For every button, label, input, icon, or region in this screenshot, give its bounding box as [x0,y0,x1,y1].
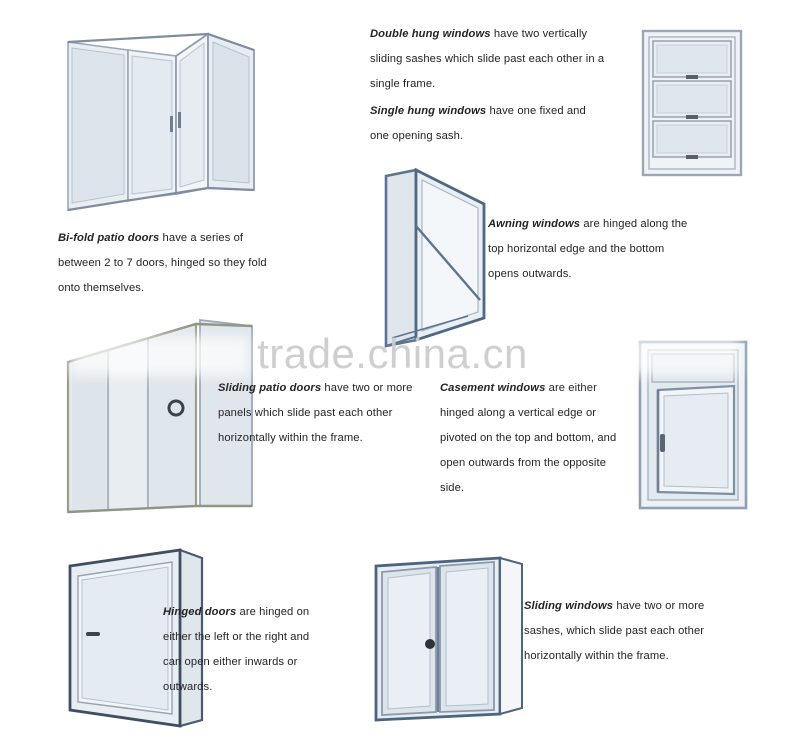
caption-double-hung-lead: Double hung windows [370,28,491,40]
caption-sliding-windows-lead: Sliding windows [524,600,614,612]
caption-awning-lead: Awning windows [488,218,581,230]
caption-hinged-lead: Hinged doors [163,606,237,618]
caption-casement-windows [440,376,620,501]
caption-sliding-patio-doors [218,376,418,451]
casement-window-figure [636,336,754,516]
bifold-patio-door-figure [58,20,268,220]
caption-single-hung [370,99,606,149]
caption-casement-rest: are either hinged along a vertical edge or pivoted on the top and bottom, and open outwards from the opposite side. [440,382,617,494]
caption-single-hung-rest: have one fixed and one opening sash. [370,105,586,142]
caption-bifold-patio-doors [58,226,282,301]
sliding-patio-door-figure [56,310,216,525]
caption-double-hung [370,22,606,97]
caption-sliding-windows-rest: have two or more sashes, which slide past each other horizontally within the frame. [524,600,705,662]
caption-casement-lead: Casement windows [440,382,546,394]
caption-single-hung-lead: Single hung windows [370,105,487,117]
caption-double-hung-rest: have two vertically sliding sashes which slide past each other in a single frame. [370,28,605,90]
caption-sliding-patio-rest: have two or more panels which slide past each other horizontally within the frame. [218,382,413,444]
caption-sliding-patio-lead: Sliding patio doors [218,382,322,394]
caption-bifold-lead: Bi-fold patio doors [58,232,160,244]
sliding-window-figure [370,556,530,726]
caption-awning-windows [488,212,688,287]
caption-awning-rest: are hinged along the top horizontal edge and the bottom opens outwards. [488,218,688,280]
awning-window-figure [372,168,492,353]
double-hung-window-figure [640,28,746,178]
caption-hinged-rest: are hinged on either the left or the right and can open either inwards or outwards. [163,606,310,693]
watermark: trade.china.cn [257,330,528,377]
caption-sliding-windows [524,594,734,669]
caption-hinged-doors [163,600,323,700]
caption-bifold-rest: have a series of between 2 to 7 doors, hinged so they fold onto themselves. [58,232,267,294]
